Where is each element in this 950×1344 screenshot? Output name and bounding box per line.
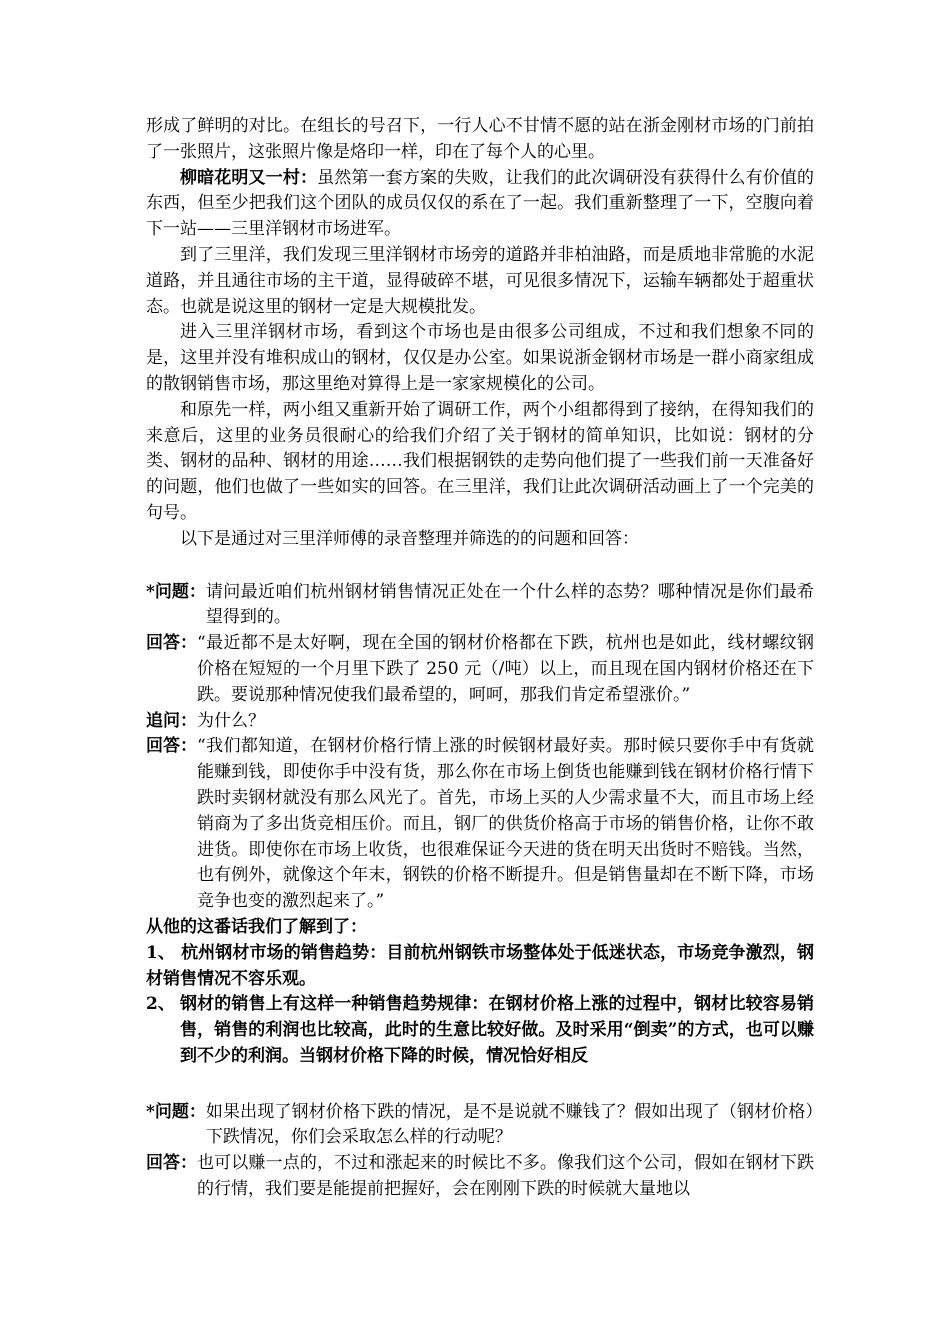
paragraph-2 bbox=[146, 166, 814, 243]
qa-item bbox=[146, 734, 814, 915]
paragraph-6: 以下是通过对三里洋师傅的录音整理并筛选的的问题和回答： bbox=[180, 528, 639, 549]
summary-heading: 从他的这番话我们了解到了： bbox=[146, 916, 367, 937]
qa-item bbox=[146, 709, 814, 735]
qa-label: 回答： bbox=[146, 633, 197, 654]
qa-text: 为什么？ bbox=[197, 710, 265, 731]
qa-item bbox=[146, 1100, 814, 1152]
summary-point-2 bbox=[146, 992, 814, 1069]
paragraph-3: 到了三里洋，我们发现三里洋钢材市场旁的道路并非柏油路，而是质地非常脆的水泥道路，并且通往市场的主干道，显得破碎不堪，可见很多情况下，运输车辆都处于超重状态。也就是说这里的钢材一定是大规模批发。 bbox=[146, 244, 814, 317]
point-text: 杭州钢材市场的销售趋势：目前杭州钢铁市场整体处于低迷状态，市场竞争激烈，钢材销售情况不容乐观。 bbox=[146, 942, 814, 989]
qa-label: *问题： bbox=[146, 1101, 206, 1122]
qa-text: “我们都知道，在钢材价格行情上涨的时候钢材最好卖。那时候只要你手中有货就能赚到钱，即使你手中没有货，那么你在市场上倒货也能赚到钱在钢材价格行情下跌时卖钢材就没有那么风光了。首先，市场上买的人少需求量不大，而且市场上经销商为了多出货竞相压价。而且，钢厂的供货价格高于市场的销售价格，让你不敢进货。即使你在市场上收货，也很难保证今天进的货在明天出货时不赔钱。当然，也有例外，就像这个年末，钢铁的价格不断提升。但是销售量却在不断下降，市场竞争也变的激烈起来了。” bbox=[197, 736, 814, 912]
point-number: 2、 bbox=[146, 994, 175, 1015]
paragraph-4: 进入三里洋钢材市场，看到这个市场也是由很多公司组成，不过和我们想象不同的是，这里并没有堆积成山的钢材，仅仅是办公室。如果说浙金钢材市场是一群小商家组成的散钢销售市场，那这里绝对算得上是一家家规模化的公司。 bbox=[146, 322, 814, 394]
qa-item bbox=[146, 631, 814, 708]
qa-item bbox=[146, 580, 814, 632]
point-text: 钢材的销售上有这样一种销售趋势规律：在钢材价格上涨的过程中，钢材比较容易销售，销售的利润也比较高，此时的生意比较好做。及时采用“倒卖”的方式，也可以赚到不少的利润。当钢材价格下降的时候，情况恰好相反 bbox=[180, 994, 814, 1066]
point-number: 1、 bbox=[146, 942, 176, 963]
qa-item bbox=[146, 1151, 814, 1203]
summary-point-1 bbox=[146, 941, 814, 993]
qa-label: 回答： bbox=[146, 1153, 197, 1174]
qa-text: 也可以赚一点的，不过和涨起来的时候比不多。像我们这个公司，假如在钢材下跌的行情，我们要是能提前把握好，会在刚刚下跌的时候就大量地以 bbox=[197, 1153, 814, 1200]
qa-text: “最近都不是太好啊，现在全国的钢材价格都在下跌，杭州也是如此，线材螺纹钢价格在短短的一个月里下跌了 250 元（/吨）以上，而且现在国内钢材价格还在下跌。要说那种情况使我们最希望的，呵呵，那我们肯定希望涨价。” bbox=[197, 633, 814, 705]
qa-label: *问题： bbox=[146, 581, 206, 602]
paragraph-2-heading: 柳暗花明又一村： bbox=[180, 167, 318, 188]
qa-text: 请问最近咱们杭州钢材销售情况正处在一个什么样的态势？哪种情况是你们最希望得到的。 bbox=[205, 581, 814, 628]
document-page bbox=[146, 114, 814, 1203]
qa-label: 回答： bbox=[146, 736, 197, 757]
paragraph-5: 和原先一样，两小组又重新开始了调研工作，两个小组都得到了接纳，在得知我们的来意后，这里的业务员很耐心的给我们介绍了关于钢材的简单知识，比如说：钢材的分类、钢材的品种、钢材的用途……我们根据钢铁的走势向他们提了一些我们前一天准备好的问题，他们也做了一些如实的回答。在三里洋，我们让此次调研活动画上了一个完美的句号。 bbox=[146, 399, 814, 523]
qa-label: 追问： bbox=[146, 710, 197, 731]
paragraph-1: 形成了鲜明的对比。在组长的号召下，一行人心不甘情不愿的站在浙金刚材市场的门前拍了一张照片，这张照片像是烙印一样，印在了每个人的心里。 bbox=[146, 116, 814, 162]
qa-text: 如果出现了钢材价格下跌的情况，是不是说就不赚钱了？假如出现了（钢材价格）下跌情况，你们会采取怎么样的行动呢？ bbox=[205, 1101, 814, 1148]
paragraph-2-text: 虽然第一套方案的失败，让我们的此次调研没有获得什么有价值的东西，但至少把我们这个团队的成员仅仅的系在了一起。我们重新整理了一下，空腹向着下一站——三里洋钢材市场进军。 bbox=[146, 167, 815, 240]
